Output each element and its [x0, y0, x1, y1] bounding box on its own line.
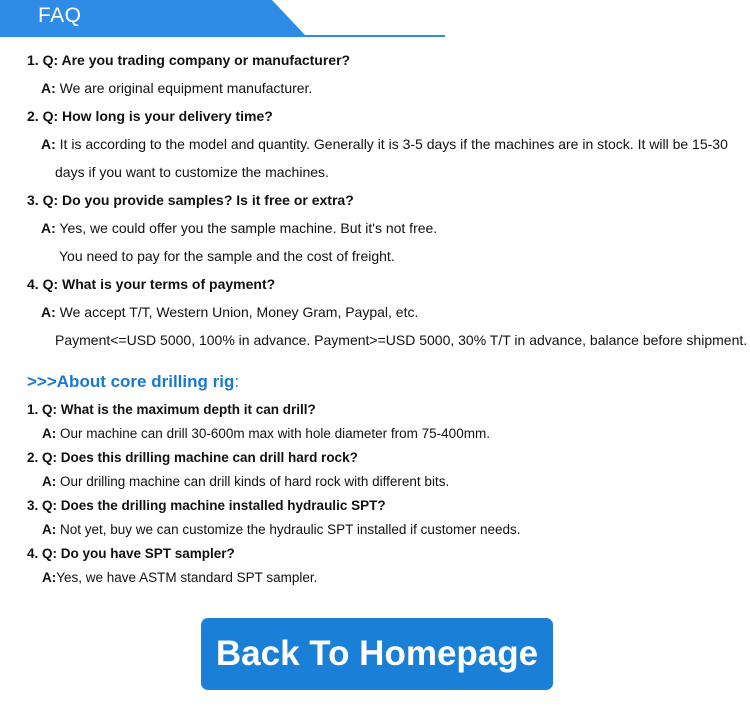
rig-answer-3	[42, 521, 521, 539]
answer-label: A:	[42, 570, 57, 585]
rig-answer-2-text: Our drilling machine can drill kinds of hard rock with different bits.	[60, 474, 450, 489]
faq-question-1: 1. Q: Are you trading company or manufacturer?	[27, 52, 351, 68]
rig-answer-3-text: Not yet, buy we can customize the hydraulic SPT installed if customer needs.	[60, 522, 521, 537]
rig-answer-4	[42, 569, 317, 587]
answer-label: A:	[41, 136, 56, 152]
faq-answer-1-text: We are original equipment manufacturer.	[59, 80, 313, 96]
faq-question-3: 3. Q: Do you provide samples? Is it free or extra?	[27, 192, 354, 208]
back-to-homepage-button[interactable]: Back To Homepage	[201, 618, 553, 690]
rig-question-4: 4. Q: Do you have SPT sampler?	[27, 546, 235, 561]
faq-answer-4-cont: Payment<=USD 5000, 100% in advance. Payment>=USD 5000, 30% T/T in advance, balance before shipment.	[55, 332, 748, 348]
faq-banner	[0, 0, 445, 38]
rig-answer-1-text: Our machine can drill 30-600m max with hole diameter from 75-400mm.	[60, 426, 490, 441]
answer-label: A:	[42, 474, 57, 489]
faq-answer-2	[41, 135, 728, 153]
faq-question-2: 2. Q: How long is your delivery time?	[27, 108, 273, 124]
faq-answer-2-text: It is according to the model and quantity. Generally it is 3-5 days if the machines are in stock. It will be 15-30	[59, 136, 728, 152]
rig-section-heading	[27, 372, 239, 392]
faq-answer-4-text: We accept T/T, Western Union, Money Gram, Paypal, etc.	[59, 304, 419, 320]
faq-answer-3-cont: You need to pay for the sample and the cost of freight.	[59, 248, 395, 264]
rig-answer-1	[42, 425, 490, 443]
rig-heading-colon: :	[234, 372, 240, 391]
answer-label: A:	[41, 220, 56, 236]
rig-question-3: 3. Q: Does the drilling machine installed hydraulic SPT?	[27, 498, 386, 513]
rig-answer-4-text: Yes, we have ASTM standard SPT sampler.	[56, 570, 318, 585]
rig-heading-text: >>>About core drilling rig	[27, 372, 235, 391]
faq-answer-1	[41, 79, 312, 97]
answer-label: A:	[42, 522, 57, 537]
faq-title: FAQ	[38, 4, 82, 27]
answer-label: A:	[41, 80, 56, 96]
faq-question-4: 4. Q: What is your terms of payment?	[27, 276, 276, 292]
answer-label: A:	[41, 304, 56, 320]
rig-answer-2	[42, 473, 449, 491]
rig-question-1: 1. Q: What is the maximum depth it can drill?	[27, 402, 316, 417]
faq-answer-3-text: Yes, we could offer you the sample machine. But it's not free.	[59, 220, 438, 236]
faq-answer-3	[41, 219, 437, 237]
answer-label: A:	[42, 426, 57, 441]
faq-answer-4	[41, 303, 418, 321]
faq-answer-2-cont: days if you want to customize the machines.	[55, 164, 329, 180]
rig-question-2: 2. Q: Does this drilling machine can drill hard rock?	[27, 450, 358, 465]
